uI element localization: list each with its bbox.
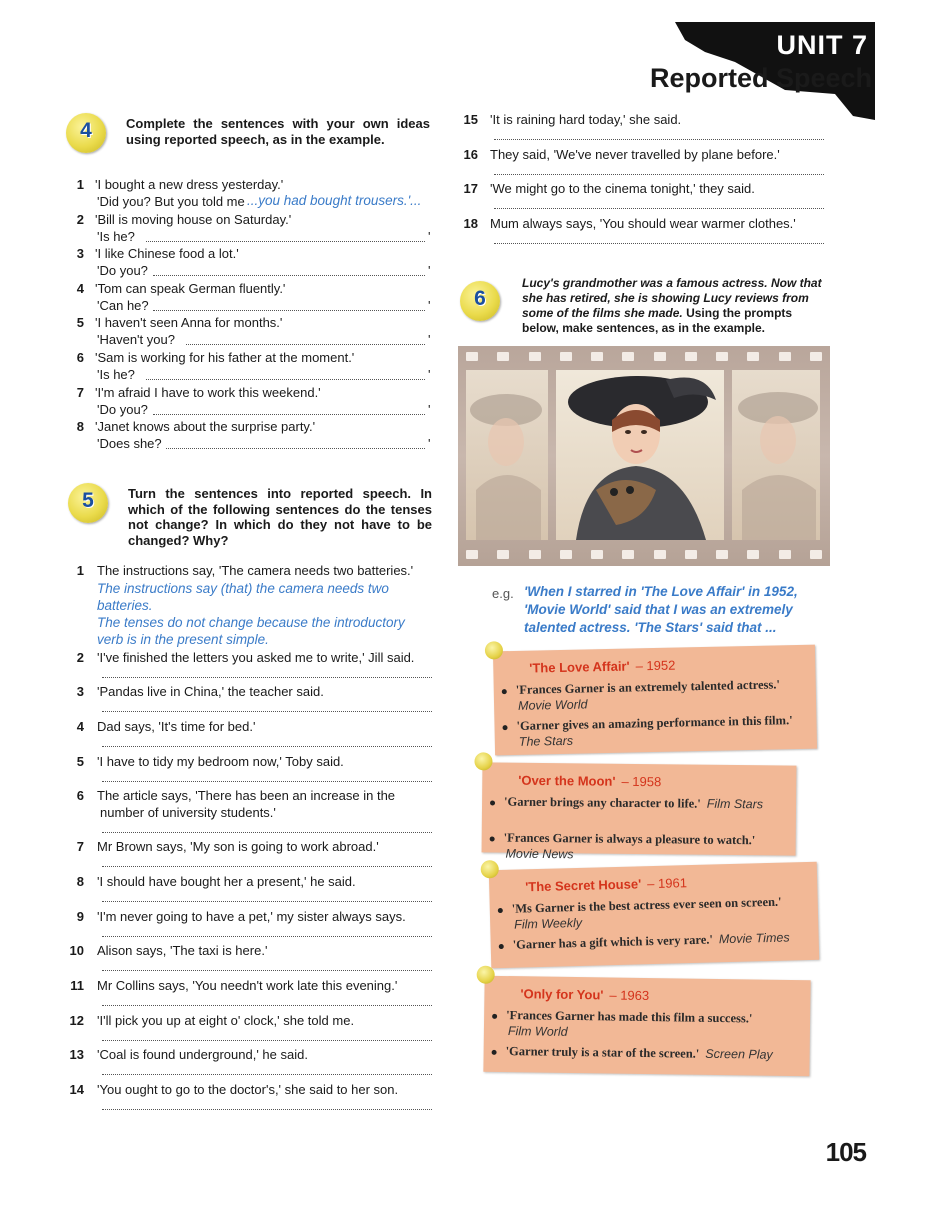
bullet-dot [498,908,503,913]
example-answer: ...you had bought trousers.'... [247,193,422,208]
answer-blank [102,1109,432,1110]
review-source: Movie Times [718,930,790,947]
item-number: 2 [76,212,84,227]
review-source: Movie World [517,697,588,713]
answer-blank [153,414,425,415]
quote-text: 'Garner has a gift which is very rare.' [512,932,714,952]
exercise-5-instruction: Turn the sentences into reported speech. In which of the following sentences do the tenses not change? In which do they not have to be changed? Why? [128,486,432,548]
film-sprocket-holes [466,352,822,362]
item-response: 'Did you? But you told me [97,194,245,209]
exercise-4-instruction: Complete the sentences with your own ideas using reported speech, as in the example. [126,116,430,147]
review-title [520,986,649,1003]
answer-blank [166,448,425,449]
item-number: 11 [70,978,84,993]
item-number: 7 [76,839,84,854]
quote-text: 'Garner brings any character to life.' [503,794,701,811]
review-quote [504,795,763,813]
item-number: 3 [76,684,84,699]
answer-blank [153,275,425,276]
review-source: Film World [507,1024,568,1039]
blank-end: ' [428,367,431,382]
review-quote [516,677,780,698]
review-title [529,658,675,676]
ex5-item-1-text: The instructions say, 'The camera needs two batteries.' [97,563,414,578]
unit-label: UNIT 7 [776,30,868,60]
quote-text: 'Frances Garner is an extremely talented actress.' [515,677,781,697]
review-note [493,645,817,756]
exercise-6-badge: 6 [460,281,500,321]
item-sentence: 'I haven't seen Anna for months.' [95,315,283,330]
review-quote [513,930,790,952]
item-sentence: 'I bought a new dress yesterday.' [95,177,284,192]
answer-blank [102,1074,432,1075]
answer-blank [102,781,432,782]
item-sentence: They said, 'We've never travelled by plane before.' [490,147,780,162]
item-sentence: 'Bill is moving house on Saturday.' [95,212,292,227]
blank-end: ' [428,436,431,451]
quote-text: 'Frances Garner is always a pleasure to watch.' [503,830,756,848]
exercise-6-instruction: Lucy's grandmother was a famous actress. Now that she has retired, she is showing Lucy reviews from some of the films she made. Using the prompts below, make sentences, as in the example. [522,276,822,335]
bullet-dot [490,800,495,805]
bullet-dot [499,944,504,949]
bullet-dot [492,1014,497,1019]
answer-blank [102,970,432,971]
review-quote [516,713,792,734]
bullet-dot [490,836,495,841]
film-sprocket-holes [466,550,822,560]
item-sentence: The article says, 'There has been an increase in the [97,788,396,803]
ex5-answer-line: The instructions say (that) the camera needs two [97,581,389,596]
item-sentence: 'Coal is found underground,' he said. [97,1047,308,1062]
bullet-dot [502,689,507,694]
film-frame-right [732,370,820,540]
review-quote [506,1044,773,1063]
film-frame-center [556,370,724,540]
item-number: 4 [76,281,84,296]
film-year: – 1961 [646,875,688,892]
item-number: 8 [76,419,84,434]
answer-blank [102,746,432,747]
answer-blank [146,379,425,380]
item-number: 14 [69,1082,84,1097]
film-title: 'The Secret House' [525,876,642,895]
review-source: Film Weekly [514,915,583,932]
bullet-dot [502,725,507,730]
item-number: 1 [76,563,84,578]
answer-blank [494,174,824,175]
item-sentence: Dad says, 'It's time for bed.' [97,719,256,734]
blank-end: ' [428,229,431,244]
item-sentence: 'I'm never going to have a pet,' my sister always says. [97,909,406,924]
item-response: 'Do you? [97,263,148,278]
item-number: 3 [76,246,84,261]
answer-blank [494,243,824,244]
answer-blank [102,866,432,867]
item-number: 17 [463,181,478,196]
example-line: 'When I starred in 'The Love Affair' in 1952, [524,584,798,599]
review-title [525,875,687,894]
item-number: 4 [76,719,84,734]
item-sentence: 'You ought to go to the doctor's,' she said to her son. [97,1082,399,1097]
answer-blank [494,139,824,140]
item-number: 9 [76,909,84,924]
item-response: 'Is he? [97,229,135,244]
item-response: 'Haven't you? [97,332,175,347]
page-title: Reported Speech [650,63,873,93]
review-source: The Stars [518,733,574,749]
answer-blank [102,832,432,833]
item-sentence: 'I'm afraid I have to work this weekend.' [95,385,321,400]
item-sentence: Mum always says, 'You should wear warmer clothes.' [490,216,796,231]
review-title [518,773,661,789]
pushpin-icon [485,641,503,659]
item-number: 2 [76,650,84,665]
film-frame-left [466,370,548,540]
review-note [482,762,797,862]
item-response: 'Can he? [97,298,149,313]
answer-blank [102,901,432,902]
exercise-5-badge: 5 [68,483,108,523]
ex5-answer-line: batteries. [97,598,153,613]
item-sentence: number of university students.' [100,805,276,820]
item-sentence: Mr Brown says, 'My son is going to work abroad.' [97,839,379,854]
answer-blank [153,310,425,311]
item-sentence: 'Sam is working for his father at the moment.' [95,350,355,365]
item-number: 15 [463,112,478,127]
film-title: 'Over the Moon' [518,772,616,789]
item-number: 18 [463,216,478,231]
item-number: 13 [69,1047,84,1062]
pushpin-icon [481,860,499,878]
item-number: 6 [76,788,84,803]
film-title: 'The Love Affair' [529,658,630,676]
ex5-answer-line: The tenses do not change because the introductory [97,615,405,630]
review-note [489,862,819,969]
item-response: 'Does she? [97,436,162,451]
review-quote [512,895,782,917]
answer-blank [494,208,824,209]
film-strip-photo [458,346,830,566]
blank-end: ' [428,402,431,417]
blank-end: ' [428,332,431,347]
item-number: 1 [76,177,84,192]
answer-blank [102,711,432,712]
item-number: 10 [69,943,84,958]
blank-end: ' [428,298,431,313]
review-source: Screen Play [705,1046,773,1062]
bullet-dot [492,1050,497,1055]
review-note [483,976,810,1077]
example-line: 'Movie World' said that I was an extremely [524,602,793,617]
quote-text: 'Garner truly is a star of the screen.' [505,1044,700,1061]
item-sentence: Alison says, 'The taxi is here.' [97,943,268,958]
review-quote [504,831,756,849]
item-sentence: 'We might go to the cinema tonight,' they said. [490,181,755,196]
item-sentence: 'I like Chinese food a lot.' [95,246,239,261]
item-sentence: 'It is raining hard today,' she said. [490,112,682,127]
item-sentence: 'Pandas live in China,' the teacher said. [97,684,324,699]
item-number: 7 [76,385,84,400]
item-sentence: 'Tom can speak German fluently.' [95,281,286,296]
ex5-answer-line: verb is in the present simple. [97,632,269,647]
item-sentence: 'Janet knows about the surprise party.' [95,419,316,434]
exercise-4-badge: 4 [66,113,106,153]
item-response: 'Do you? [97,402,148,417]
example-prefix: e.g. [492,586,514,601]
answer-blank [102,677,432,678]
answer-blank [102,936,432,937]
answer-blank [102,1005,432,1006]
film-year: – 1958 [621,773,662,790]
item-sentence: Mr Collins says, 'You needn't work late this evening.' [97,978,398,993]
page-number: 105 [825,1137,866,1167]
item-number: 5 [76,754,84,769]
item-number: 6 [76,350,84,365]
blank-end: ' [428,263,431,278]
quote-text: 'Garner gives an amazing performance in this film.' [516,713,793,733]
item-sentence: 'I've finished the letters you asked me to write,' Jill said. [97,650,415,665]
film-title: 'Only for You' [520,986,604,1003]
review-source: Movie News [505,846,574,862]
item-number: 8 [76,874,84,889]
answer-blank [102,1040,432,1041]
film-year: – 1963 [609,987,650,1004]
item-number: 12 [69,1013,84,1028]
item-number: 5 [76,315,84,330]
answer-blank [186,344,425,345]
item-sentence: 'I have to tidy my bedroom now,' Toby said. [97,754,344,769]
item-sentence: 'I should have bought her a present,' he said. [97,874,356,889]
answer-blank [146,241,425,242]
pushpin-icon [474,752,492,770]
item-sentence: 'I'll pick you up at eight o' clock,' she told me. [97,1013,355,1028]
review-source: Film Stars [706,796,764,812]
item-number: 16 [463,147,478,162]
quote-text: 'Frances Garner has made this film a success.' [506,1008,753,1026]
pushpin-icon [477,966,495,984]
example-line: talented actress. 'The Stars' said that ... [524,620,777,635]
quote-text: 'Ms Garner is the best actress ever seen on screen.' [511,894,782,916]
item-response: 'Is he? [97,367,135,382]
film-year: – 1952 [635,657,676,674]
